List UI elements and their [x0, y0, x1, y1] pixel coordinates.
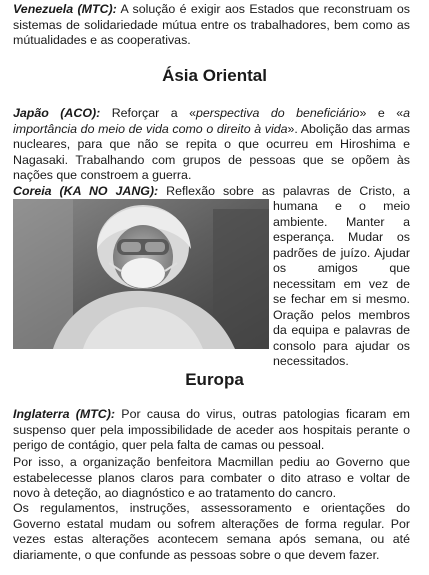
- section-heading-asia: Ásia Oriental: [162, 66, 267, 85]
- inglaterra-text-1: Por causa do virus, outras patologias ficaram em suspenso quer pela impossibilidade de aceder aos hospitais perante o perigo de contágio, quer pela falta de camas ou pessoal.: [13, 407, 410, 452]
- japao-text-1: Reforçar a «: [100, 106, 196, 120]
- japao-quote-1: perspectiva do beneficiário: [195, 106, 360, 120]
- paragraph-coreia-side: humana e o meio ambiente. Manter a esperança. Mudar os padrões de juízo. Ajudar os amigos que necessitam em vez de se fechar em si mesmo. Oração pelos membros da equipa e palavras de consolo para ajudar os necessitados.: [273, 199, 410, 368]
- paragraph-inglaterra-1: [13, 407, 410, 454]
- paragraph-venezuela: [13, 2, 410, 49]
- japao-text-3: ». Abolição das armas nucleares, para que não se repita o que ocurreu em Hiroshima e Nagasaki. Trabalhando com grupos de pessoas que se opõem às nações que constroem a guerra.: [13, 121, 410, 182]
- photo-health-worker: [13, 199, 269, 349]
- health-worker-image: [13, 199, 269, 349]
- japao-quote-2: a importância do meio de vida como o direito à vida: [13, 106, 410, 136]
- venezuela-text: A solução é exigir aos Estados que reconstruam os sistemas de solidariedade mútua entre os trabalhadores, bem como as mútualidades e as cooperativas.: [13, 2, 410, 47]
- paragraph-japao: [13, 106, 410, 184]
- country-lead-venezuela: Venezuela (MTC):: [13, 2, 117, 16]
- country-lead-japao: Japão (ACO):: [13, 106, 101, 120]
- paragraph-inglaterra-3: Os regulamentos, instruções, assessoramento e orientações do Governo estatal mudam ou sofrem alterações de forma regular. Por vezes estas alterações acontecem semana após semana, ou até diariamente, o que confunde as pessoas sobre o que devem fazer.: [13, 501, 410, 562]
- country-lead-coreia: Coreia (KA NO JANG):: [13, 184, 159, 198]
- section-heading-europa: Europa: [185, 370, 244, 389]
- country-lead-inglaterra: Inglaterra (MTC):: [13, 407, 115, 421]
- coreia-text-top: Reflexão sobre as palavras de Cristo, a: [166, 184, 410, 198]
- paragraph-inglaterra-2: Por isso, a organização benfeitora Macmillan pediu ao Governo que estabelecesse planos claros para combater o dito atraso e voltar de novo à deteção, ao diagnóstico e ao tratamento do cancro.: [13, 455, 410, 500]
- japao-text-2: » e «: [359, 106, 404, 120]
